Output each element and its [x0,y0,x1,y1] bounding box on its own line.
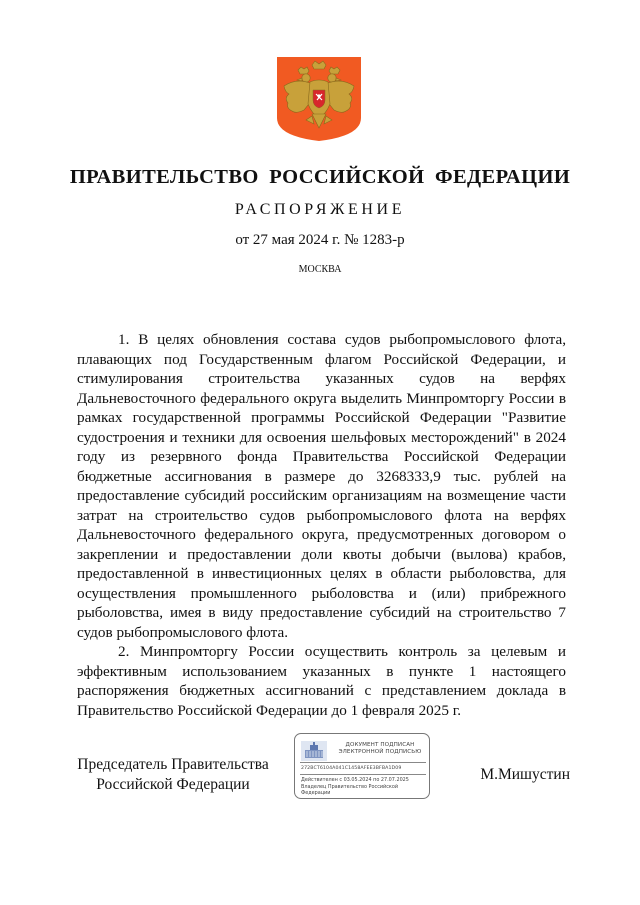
stamp-divider [300,774,426,775]
document-date-number: от 27 мая 2024 г. № 1283-р [235,232,405,248]
document-type: РАСПОРЯЖЕНИЕ [234,201,406,218]
coat-of-arms-icon [276,56,362,142]
signer-position-line-1: Председатель Правительства [77,756,269,773]
signer-name: М.Мишустин [480,766,570,783]
stamp-heading-line-2: ЭЛЕКТРОННОЙ ПОДПИСЬЮ [338,749,422,755]
electronic-signature-stamp [294,733,430,799]
government-title: ПРАВИТЕЛЬСТВО РОССИЙСКОЙ ФЕДЕРАЦИИ [69,166,571,188]
signer-position-line-2: Российской Федерации [96,775,250,793]
stamp-owner: Владелец Правительство Российской Федерации [301,784,399,797]
stamp-heading [333,742,427,756]
stamp-heading-line-1: ДОКУМЕНТ ПОДПИСАН [345,742,415,748]
stamp-validity: Действителен с 03.05.2024 по 27.07.2025 [301,777,409,783]
paragraph-1: 1. В целях обновления состава судов рыбопромыслового флота, плавающих под Государственным флагом Российской Федерации, и стимулирования строительства указанных судов на верфях Дальневосточного федерального округа выделить Минпромторгу России в рамках государственной программы Российской Федерации "Развитие судостроения и техники для освоения шельфовых месторождений" в 2024 году из резервного фонда Правительства Российской Федерации бюджетные ассигнования в размере до 3268333,9 тыс. рублей на предоставление субсидий российским организациям на возмещение части затрат на строительство судов рыбопромыслового флота на верфях Дальневосточного федерального округа, предусмотренных договором о закреплении и предоставлении доли квоты добычи (вылова) крабов, предоставленной в инвестиционных целях в области рыболовства, для осуществления промышленного рыболовства и (или) прибрежного рыболовства, имея в виду предоставление субсидий на строительство 7 судов рыбопромыслового флота. [77,331,566,641]
signer-position [77,755,269,794]
document-body [77,330,566,720]
stamp-divider [300,762,426,763]
coat-of-arms-emblem [276,56,362,142]
paragraph-2: 2. Минпромторгу России осуществить контроль за целевым и эффективным использованием указанных в пункте 1 настоящего распоряжения бюджетных ассигнований с представлением доклада в Правительство Российской Федерации до 1 февраля 2025 г. [77,643,566,719]
document-city: МОСКВА [298,264,342,275]
stamp-certificate: 272BCT6104A041C1458AFEE3BFBA1D09 [301,766,402,771]
government-building-icon [301,741,327,761]
